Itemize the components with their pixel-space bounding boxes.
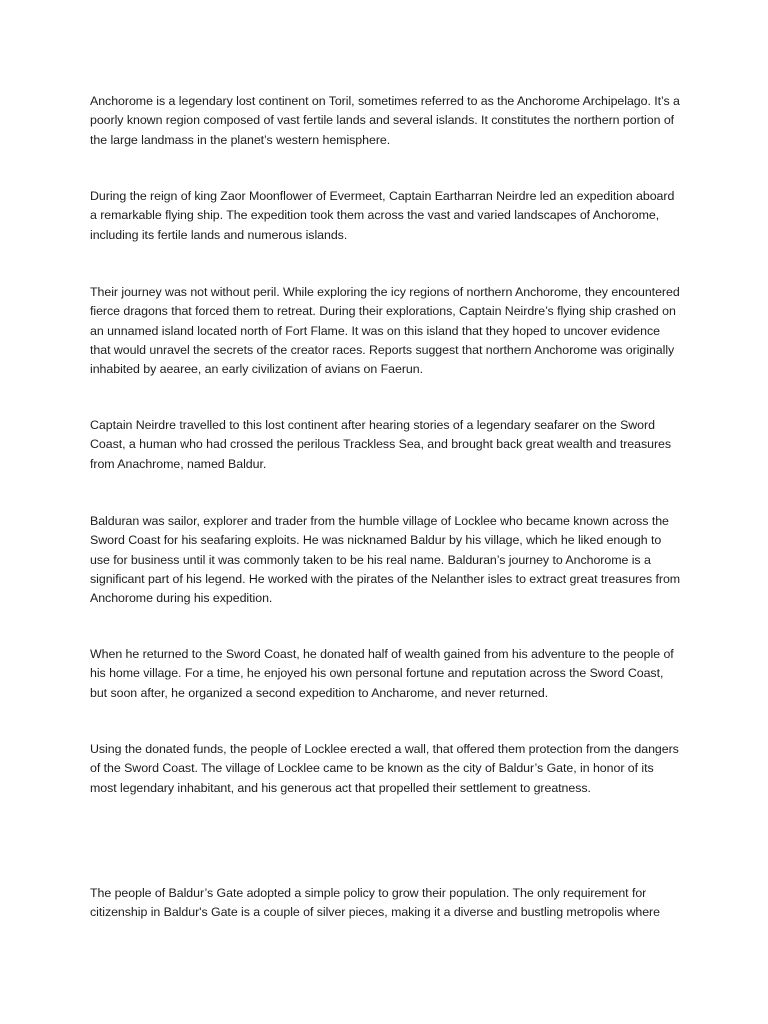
paragraph-journey-peril: Their journey was not without peril. While exploring the icy regions of northern Anchorome, they encountered fierce dragons that forced them to retreat. During their explorations, Captain Neirdre’s flying ship crashed on an unnamed island located north of Fort Flame. It was on this island that they hoped to uncover evidence that would unravel the secrets of the creator races. Reports suggest that northern Anchorome was originally inhabited by aearee, an early civilization of avians on Faerun.: [90, 285, 680, 377]
paragraph-locklee-wall: Using the donated funds, the people of Locklee erected a wall, that offered them protection from the dangers of the Sword Coast. The village of Locklee came to be known as the city of Baldur’s Gate, in honor of its most legendary inhabitant, and his generous act that propelled their settlement to greatness.: [90, 742, 679, 795]
paragraph-citizenship-policy: The people of Baldur’s Gate adopted a simple policy to grow their population. The only requirement for citizenship in Baldur's Gate is a couple of silver pieces, making it a diverse and bustling metropolis where: [90, 886, 660, 920]
paragraph-anchorome-intro: Anchorome is a legendary lost continent on Toril, sometimes referred to as the Anchorome Archipelago. It’s a poorly known region composed of vast fertile lands and several islands. It constitutes the northern portion of the large landmass in the planet’s western hemisphere.: [90, 94, 680, 147]
paragraph-neirdre-expedition: During the reign of king Zaor Moonflower of Evermeet, Captain Eartharran Neirdre led an expedition aboard a remarkable flying ship. The expedition took them across the vast and varied landscapes of Anchorome, including its fertile lands and numerous islands.: [90, 189, 675, 242]
paragraph-balduran-biography: Balduran was sailor, explorer and trader from the humble village of Locklee who became known across the Sword Coast for his seafaring exploits. He was nicknamed Baldur by his village, which he liked enough to use for business until it was commonly taken to be his real name. Balduran’s journey to Anchorome is a significant part of his legend. He worked with the pirates of the Nelanther isles to extract great treasures from Anchorome during his expedition.: [90, 514, 681, 606]
paragraph-baldur-stories: Captain Neirdre travelled to this lost continent after hearing stories of a legendary seafarer on the Sword Coast, a human who had crossed the perilous Trackless Sea, and brought back great wealth and treasures from Anachrome, named Baldur.: [90, 418, 672, 471]
paragraph-balduran-return: When he returned to the Sword Coast, he donated half of wealth gained from his adventure to the people of his home village. For a time, he enjoyed his own personal fortune and reputation across the Sword Coast, but soon after, he organized a second expedition to Ancharome, and never returned.: [90, 647, 674, 700]
